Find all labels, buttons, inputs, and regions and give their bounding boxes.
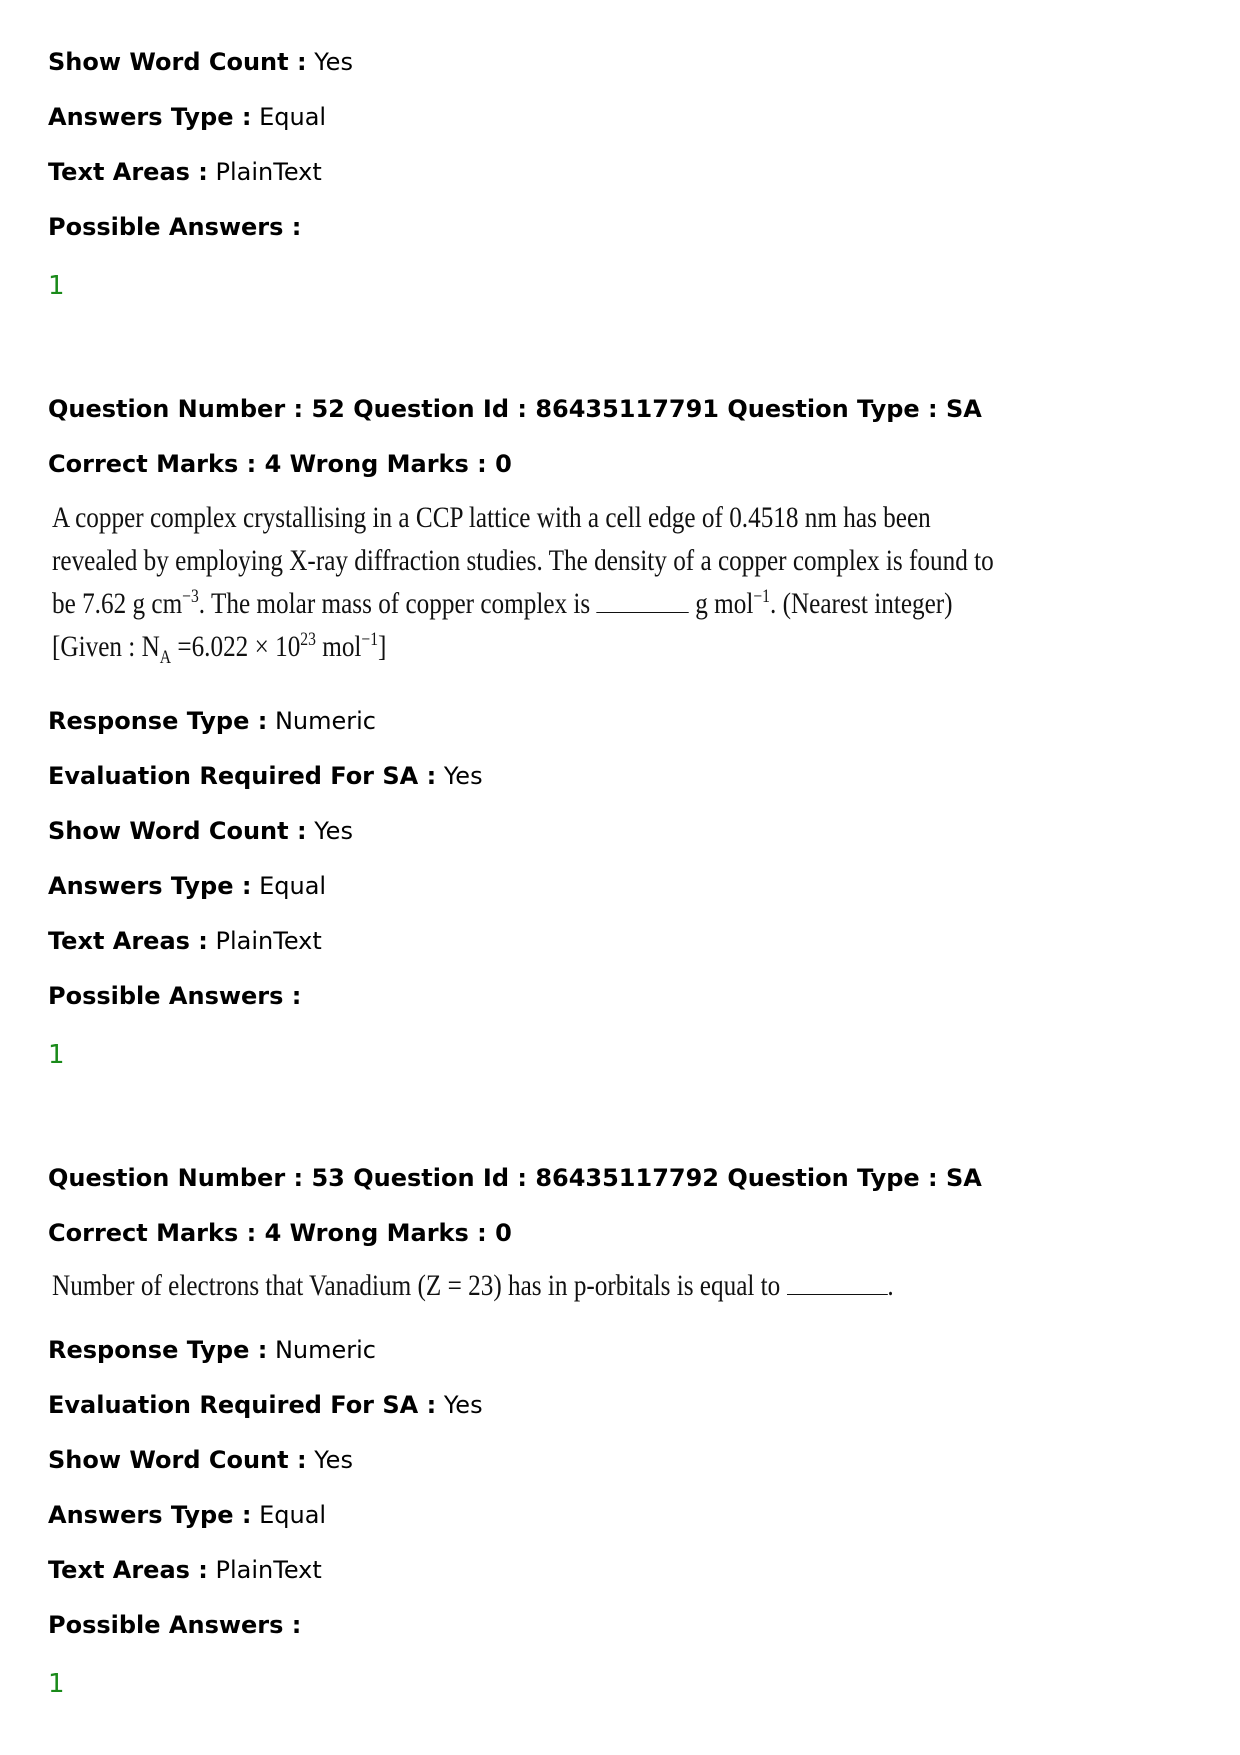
question-text — [52, 1264, 894, 1307]
field-label: Answers Type : — [48, 103, 252, 131]
field-value: PlainText — [215, 1556, 322, 1584]
text-part: g mol — [695, 587, 754, 620]
field-value: PlainText — [215, 158, 322, 186]
evaluation-required-row — [48, 761, 483, 791]
field-label: Possible Answers : — [48, 982, 302, 1010]
field-value: Equal — [259, 103, 327, 131]
field-label: Possible Answers : — [48, 213, 302, 241]
text-part: [Given : N — [52, 630, 160, 663]
field-label: Response Type : — [48, 1336, 268, 1364]
subscript: A — [159, 647, 172, 668]
text-areas-row — [48, 1555, 322, 1585]
question-text-line — [52, 1264, 894, 1307]
field-value: PlainText — [215, 927, 322, 955]
superscript: −1 — [753, 586, 770, 607]
field-label: Answers Type : — [48, 872, 252, 900]
text-areas-row — [48, 157, 322, 187]
field-value: Numeric — [274, 1336, 376, 1364]
question-text-line: revealed by employing X-ray diffraction studies. The density of a copper complex is found to — [52, 544, 994, 577]
field-value: Yes — [314, 48, 353, 76]
text-part: mol — [315, 630, 362, 663]
field-value: Yes — [443, 762, 483, 790]
field-label: Text Areas : — [48, 927, 208, 955]
field-value: Yes — [314, 817, 353, 845]
text-part: . (Nearest integer) — [769, 587, 953, 620]
field-label: Answers Type : — [48, 1501, 252, 1529]
field-label: Show Word Count : — [48, 817, 307, 845]
field-value: Equal — [259, 1501, 327, 1529]
text-part: ] — [378, 630, 387, 663]
field-label: Possible Answers : — [48, 1611, 302, 1639]
question-marks: Correct Marks : 4 Wrong Marks : 0 — [48, 1219, 512, 1247]
answers-type-row — [48, 102, 326, 132]
field-label: Show Word Count : — [48, 1446, 307, 1474]
field-value: Yes — [443, 1391, 483, 1419]
answer-blank — [597, 611, 689, 613]
field-label: Response Type : — [48, 707, 268, 735]
superscript: 23 — [300, 629, 316, 650]
field-value: Equal — [259, 872, 327, 900]
text-part: Number of electrons that Vanadium (Z = 23) has in p-orbitals is equal to — [52, 1269, 781, 1302]
field-label: Evaluation Required For SA : — [48, 762, 437, 790]
question-marks: Correct Marks : 4 Wrong Marks : 0 — [48, 450, 512, 478]
question-text-line: A copper complex crystallising in a CCP lattice with a cell edge of 0.4518 nm has been — [52, 501, 931, 534]
possible-answer-value: 1 — [48, 1669, 65, 1699]
text-part: . The molar mass of copper complex is — [198, 587, 591, 620]
field-label: Evaluation Required For SA : — [48, 1391, 437, 1419]
question-text-line — [52, 582, 994, 625]
show-word-count-row — [48, 47, 353, 77]
answers-type-row — [48, 1500, 326, 1530]
answer-blank — [787, 1293, 888, 1295]
field-label: Show Word Count : — [48, 48, 307, 76]
possible-answers-label — [48, 1610, 301, 1640]
field-label: Text Areas : — [48, 158, 208, 186]
text-part: be 7.62 g cm — [52, 587, 183, 620]
show-word-count-row — [48, 1445, 353, 1475]
evaluation-required-row — [48, 1390, 483, 1420]
superscript: −3 — [182, 586, 199, 607]
response-type-row — [48, 706, 376, 736]
field-value: Numeric — [274, 707, 376, 735]
superscript: −1 — [361, 629, 379, 650]
response-type-row — [48, 1335, 376, 1365]
possible-answer-value: 1 — [48, 271, 65, 301]
field-value: Yes — [314, 1446, 353, 1474]
question-text-line — [52, 625, 994, 668]
question-header: Question Number : 52 Question Id : 86435117791 Question Type : SA — [48, 395, 982, 423]
show-word-count-row — [48, 816, 353, 846]
possible-answers-label — [48, 212, 301, 242]
text-part: . — [887, 1269, 894, 1302]
field-label: Text Areas : — [48, 1556, 208, 1584]
question-header: Question Number : 53 Question Id : 86435117792 Question Type : SA — [48, 1164, 982, 1192]
question-text — [52, 496, 994, 668]
answers-type-row — [48, 871, 326, 901]
possible-answer-value: 1 — [48, 1040, 65, 1070]
possible-answers-label — [48, 981, 301, 1011]
text-part: =6.022 × 10 — [171, 630, 301, 663]
text-areas-row — [48, 926, 322, 956]
